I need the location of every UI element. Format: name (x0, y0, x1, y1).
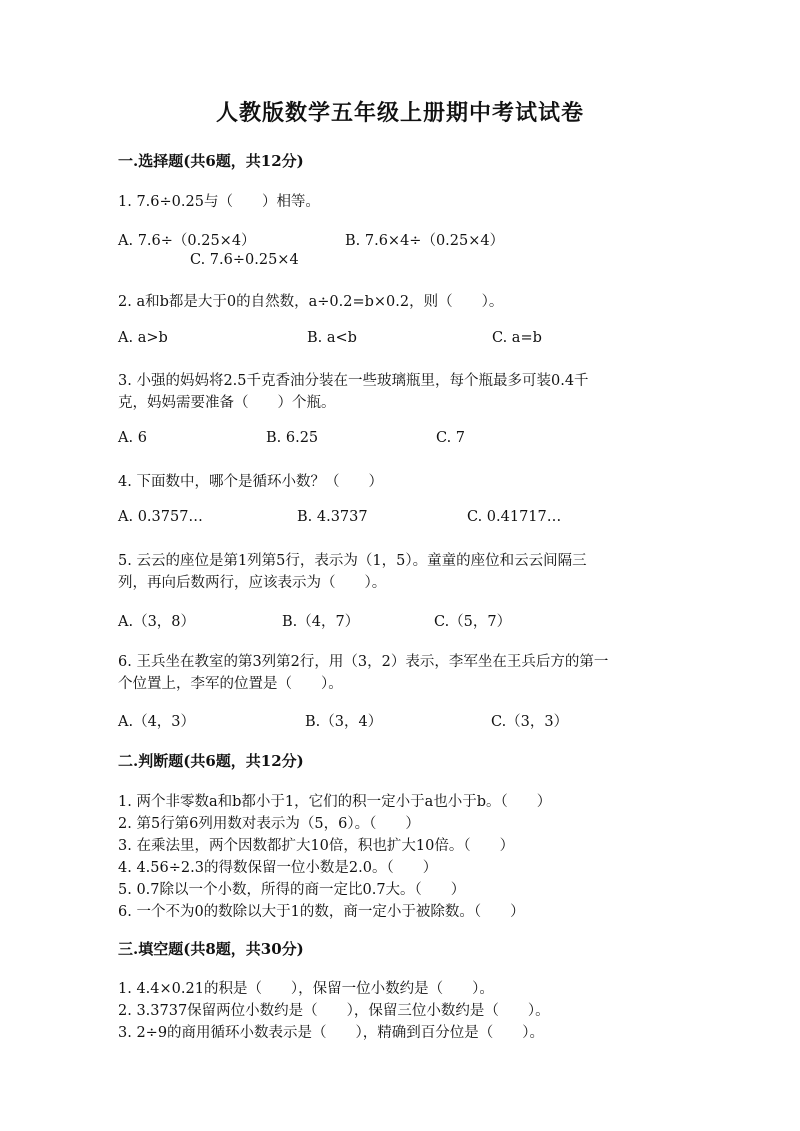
question-stem: 5. 云云的座位是第1列第5行，表示为（1，5）。童童的座位和云云间隔三 (118, 553, 587, 569)
list-item: 6. 一个不为0的数除以大于1的数，商一定小于被除数。（ ） (118, 904, 525, 920)
page-title: 人教版数学五年级上册期中考试试卷 (215, 100, 584, 126)
question-stem-continued: 个位置上，李军的位置是（ ）。 (118, 676, 343, 692)
list-item: 1. 两个非零数a和b都小于1，它们的积一定小于a也小于b。（ ） (118, 794, 552, 810)
list-item: 2. 第5行第6列用数对表示为（5，6）。（ ） (118, 816, 420, 832)
list-item: 4. 4.56÷2.3的得数保留一位小数是2.0。（ ） (118, 860, 438, 876)
question-stem-continued: 列，再向后数两行，应该表示为（ ）。 (118, 575, 387, 591)
question-stem: 6. 王兵坐在教室的第3列第2行，用（3，2）表示，李军坐在王兵后方的第一 (118, 654, 609, 670)
list-item: 1. 4.4×0.21的积是（ ），保留一位小数约是（ ）。 (118, 981, 494, 997)
list-item: 2. 3.3737保留两位小数约是（ ），保留三位小数约是（ ）。 (118, 1003, 550, 1019)
option-b: B. a<b (307, 330, 357, 346)
section-heading-choice: 一.选择题(共6题，共12分) (118, 152, 304, 170)
option-b: B.（3，4） (305, 714, 383, 730)
list-item: 3. 在乘法里，两个因数都扩大10倍，积也扩大10倍。（ ） (118, 838, 515, 854)
section-heading-judgment: 二.判断题(共6题，共12分) (118, 752, 304, 770)
question-stem: 2. a和b都是大于0的自然数，a÷0.2=b×0.2，则（ ）。 (118, 294, 504, 310)
option-c: C.（5，7） (434, 614, 512, 630)
option-a: A.（4，3） (118, 714, 196, 730)
option-c: C.（3，3） (491, 714, 569, 730)
option-b: B. 7.6×4÷（0.25×4） (345, 233, 505, 249)
option-a: A. 6 (118, 430, 147, 446)
option-c: C. 7 (436, 430, 466, 446)
option-a: A. 7.6÷（0.25×4） (118, 233, 256, 249)
question-stem-continued: 克，妈妈需要准备（ ）个瓶。 (118, 395, 336, 411)
option-c: C. a=b (492, 330, 542, 346)
option-a: A. a>b (118, 330, 168, 346)
option-a: A. 0.3757… (118, 509, 203, 525)
option-b: B. 4.3737 (297, 509, 368, 525)
list-item: 3. 2÷9的商用循环小数表示是（ ），精确到百分位是（ ）。 (118, 1025, 545, 1041)
option-b: B. 6.25 (266, 430, 319, 446)
list-item: 5. 0.7除以一个小数，所得的商一定比0.7大。（ ） (118, 882, 466, 898)
option-c: C. 0.41717… (467, 509, 562, 525)
option-b: B.（4，7） (282, 614, 360, 630)
option-c: C. 7.6÷0.25×4 (190, 252, 299, 268)
question-stem: 3. 小强的妈妈将2.5千克香油分装在一些玻璃瓶里，每个瓶最多可装0.4千 (118, 373, 589, 389)
option-a: A.（3，8） (118, 614, 196, 630)
section-heading-fill: 三.填空题(共8题，共30分) (118, 940, 304, 958)
question-stem: 1. 7.6÷0.25与（ ）相等。 (118, 194, 320, 210)
question-stem: 4. 下面数中，哪个是循环小数？（ ） (118, 474, 383, 490)
